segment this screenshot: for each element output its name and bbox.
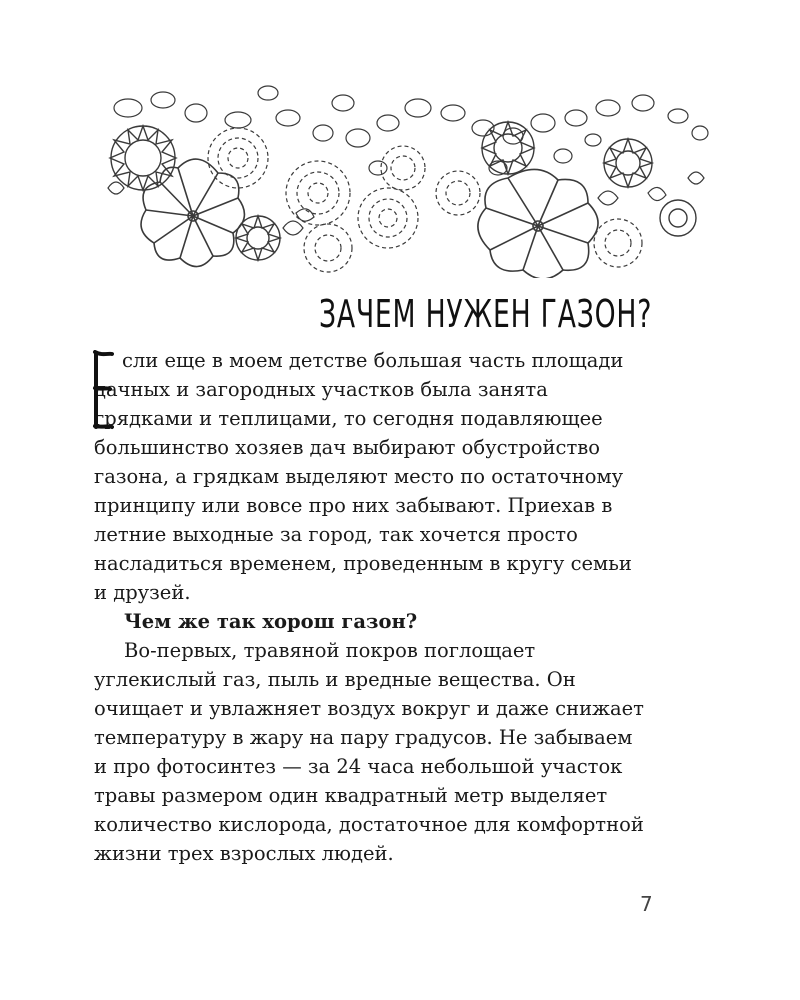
intro-paragraph: [94, 346, 650, 607]
chapter-title: ЗАЧЕМ НУЖЕН ГАЗОН?: [318, 292, 652, 336]
garden-plan-illustration: [88, 78, 712, 278]
body-text: [94, 346, 650, 868]
page-number: 7: [640, 892, 653, 916]
body-paragraph: Во-первых, травяной покров поглощает углекислый газ, пыль и вредные вещества. Он очищает и увлажняет воздух вокруг и даже снижает температуру в жару на пару градусов. Не забываем и про фотосинтез — за 24 часа небольшой участок травы размером один квадратный метр выделяет количество кислорода, достаточное для комфортной жизни трех взрослых людей.: [94, 639, 644, 865]
intro-text: сли еще в моем детстве большая часть площади дачных и загородных участков была занята грядками и теплицами, то сегодня подавляющее большинство хозяев дач выбирают обустройство газона, а грядкам выделяют место по остаточному принципу или вовсе про них забывают. Приехав в летние выходные за город, так хочется просто насладиться временем, проведенным в кругу семьи и друзей.: [94, 349, 632, 604]
drop-cap: [92, 350, 114, 430]
section-question: Чем же так хорош газон?: [124, 610, 418, 633]
